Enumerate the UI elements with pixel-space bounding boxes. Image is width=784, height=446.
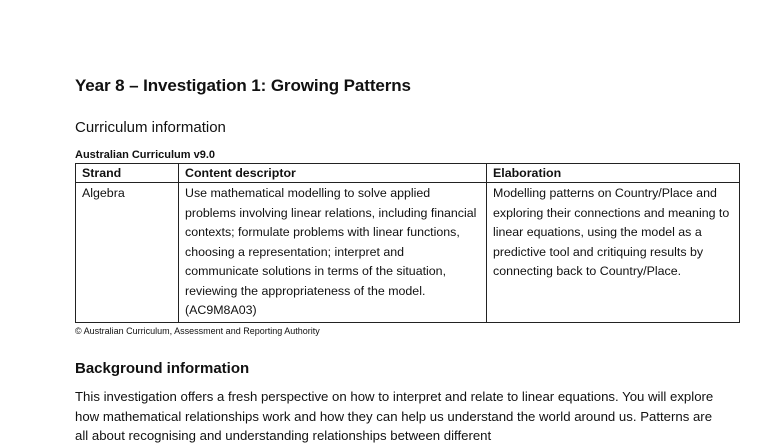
curriculum-heading: Curriculum information (75, 119, 226, 136)
copyright-note: © Australian Curriculum, Assessment and Reporting Authority (75, 326, 320, 336)
table-caption: Australian Curriculum v9.0 (75, 149, 215, 161)
cell-content-descriptor: Use mathematical modelling to solve applied problems involving linear relations, including financial contexts; formulate problems with linear functions, choosing a representation; interpret and communicate solutions in terms of the situation, reviewing the appropriateness of the model. (AC9M8A03) (179, 183, 487, 323)
curriculum-table (75, 163, 740, 323)
header-elaboration: Elaboration (487, 164, 740, 183)
header-content-descriptor: Content descriptor (179, 164, 487, 183)
background-heading: Background information (75, 360, 250, 377)
table-row (76, 183, 740, 323)
background-paragraph: This investigation offers a fresh perspective on how to interpret and relate to linear equations. You will explore how mathematical relationships work and how they can help us understand the world around us. Patterns are all about recognising and understanding relationships between different (75, 389, 714, 443)
cell-strand: Algebra (76, 183, 179, 323)
table-header-row (76, 164, 740, 183)
header-strand: Strand (76, 164, 179, 183)
cell-elaboration: Modelling patterns on Country/Place and exploring their connections and meaning to linear equations, using the model as a predictive tool and critiquing results by connecting back to Country/Place. (487, 183, 740, 323)
page-title: Year 8 – Investigation 1: Growing Patterns (75, 76, 411, 95)
